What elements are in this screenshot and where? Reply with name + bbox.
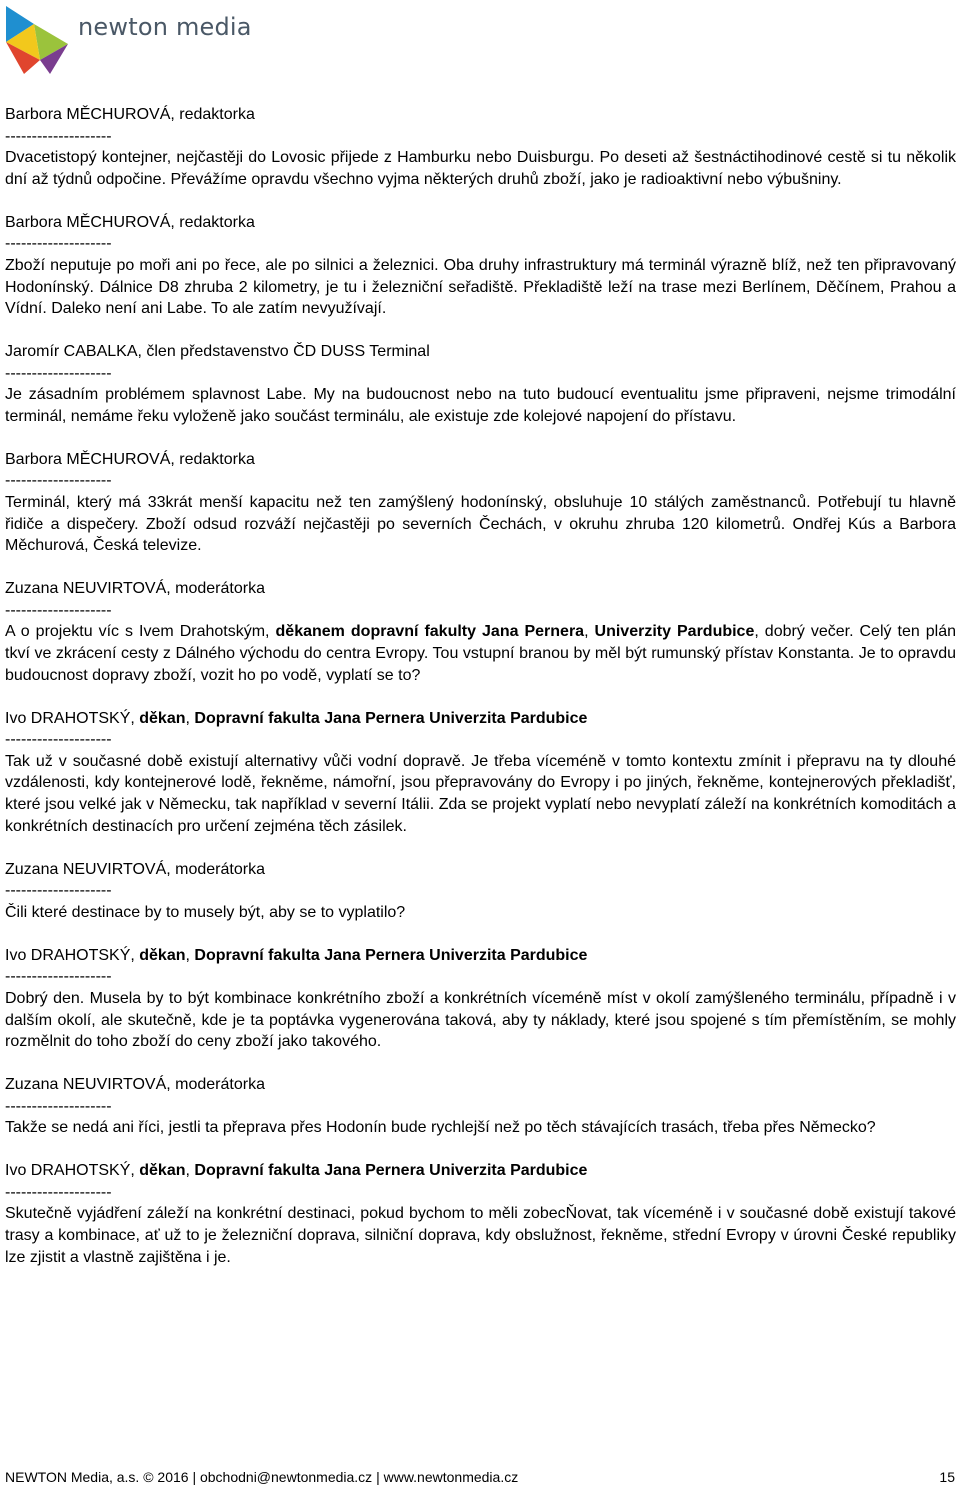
speaker-name [5,859,956,881]
speaker-segment: Dopravní fakulta Jana Pernera Univerzita Pardubice [194,1162,588,1180]
speaker-segment: Dopravní fakulta Jana Pernera Univerzita Pardubice [194,946,588,964]
text-segment: dopravní fakulty Jana Pernera [350,623,585,641]
speaker-segment: děkan [139,709,186,727]
speaker-segment: Ivo DRAHOTSKÝ, [5,1162,140,1180]
page-footer [5,1468,955,1486]
speaker-segment: Zuzana NEUVIRTOVÁ, moderátorka [5,1076,265,1094]
speaker-name [5,449,956,471]
speaker-segment: Barbora MĚCHUROVÁ, redaktorka [5,450,255,468]
separator-line: -------------------- [5,882,112,900]
separator-line: -------------------- [5,601,112,619]
separator-line: -------------------- [5,127,112,145]
text-segment: Dobrý den. Musela by to být kombinace konkrétního zboží a konkrétních víceméně míst v okolí zamýšleného terminálu, případně i v dalším okolí, ale skutečně, kde je ta poptávka vygenerována taková, aby ty náklady, které jsou spojené s tím přemístěním, se mohly rozmělnit do toho zboží do ceny zboží jako takového. [5,989,956,1051]
paragraph [5,1117,956,1139]
transcript-block [5,1160,956,1268]
transcript [5,104,956,1290]
footer-contact: NEWTON Media, a.s. © 2016 | obchodni@newtonmedia.cz | www.newtonmedia.cz [5,1469,519,1485]
transcript-block [5,578,956,686]
text-segment: Terminál, který má 33krát menší kapacitu než ten zamýšlený hodonínský, obsluhuje 10 stálých zaměstnanců. Potřebují tu hlavně řidiče a dispečery. Zboží odsud rozváží nejčastěji po severních Čechách, v okruhu zhruba 120 kilometrů. Ondřej Kús a Barbora Měchurová, Česká televize. [5,494,956,555]
paragraph [5,147,956,190]
separator-line: -------------------- [5,1097,112,1115]
speaker-name [5,104,956,126]
speaker-name [5,212,956,234]
paragraph [5,902,956,924]
logo-text: newton media [78,13,252,41]
speaker-segment: Barbora MĚCHUROVÁ, redaktorka [5,106,255,123]
separator-line: -------------------- [5,731,112,749]
separator-line: -------------------- [5,472,112,490]
speaker-segment: Ivo DRAHOTSKÝ, [5,709,140,727]
paragraph [5,1203,956,1268]
transcript-block [5,859,956,924]
text-segment: Dvacetistopý kontejner, nejčastěji do Lovosic přijede z Hamburku nebo Duisburgu. Po deseti až šestnáctihodinové cestě si tu několik dní až týdnů odpočine. Převážíme opravdu všechno vyjma některých druhů zboží, jako je radioaktivní nebo výbušniny. [5,149,956,188]
text-segment: Čili které destinace by to musely být, aby se to vyplatilo? [5,903,406,921]
transcript-block [5,104,956,190]
speaker-name [5,708,956,730]
paragraph [5,988,956,1053]
separator-line: -------------------- [5,235,112,253]
speaker-name [5,1160,956,1182]
transcript-block [5,945,956,1053]
speaker-segment: Zuzana NEUVIRTOVÁ, moderátorka [5,580,265,598]
speaker-segment: , [185,709,195,727]
paragraph [5,751,956,837]
speaker-segment: Ivo DRAHOTSKÝ, [5,946,140,964]
speaker-name [5,578,956,600]
text-segment: , [584,623,595,641]
newton-media-logo [4,4,252,76]
speaker-name [5,341,956,363]
separator-line: -------------------- [5,1183,112,1201]
text-segment: Univerzity Pardubice [594,623,755,641]
speaker-segment: , [185,1162,195,1180]
text-segment: , dobrý večer. Celý ten plán tkví ve zkrácení cesty z Dálného východu do centra Evropy. Tou vstupní branou by měl být rumunský přístav Konstanta. Je to opravdu budoucnost dopravy zboží, vozit ho po vodě, vyplatí se to? [5,623,957,684]
speaker-segment: Zuzana NEUVIRTOVÁ, moderátorka [5,860,265,878]
speaker-name [5,945,956,967]
transcript-block [5,1074,956,1139]
speaker-segment: , [185,946,195,964]
speaker-name [5,1074,956,1096]
paragraph [5,492,956,557]
speaker-segment: děkan [139,946,186,964]
text-segment: A o projektu víc s Ivem Drahotským, [5,623,276,641]
paragraph [5,384,956,427]
speaker-segment: Dopravní fakulta Jana Pernera Univerzita Pardubice [194,709,588,727]
paragraph [5,255,956,320]
text-segment: Tak už v současné době existují alternativy vůči vodní dopravě. Je třeba víceméně v tomto kontextu zmínit i přepravu na ty dlouhé vzdálenosti, kdy kontejnerové lodě, řekněme, námořní, jsou přepravovány do Evropy i po jiných, řekněme, kontejnerových překladišť, které jsou velké jak v Německu, tak například v severní Itálii. Zda se projekt vyplatí nebo nevyplatí záleží na konkrétních komoditách a konkrétních destinacích pro určení zejména těch zásilek. [5,752,956,835]
speaker-segment: Barbora MĚCHUROVÁ, redaktorka [5,213,255,231]
newton-logo-icon [4,4,70,76]
page-number: 15 [939,1469,955,1485]
speaker-segment: Jaromír CABALKA, člen představenstvo ČD DUSS Terminal [5,343,430,361]
text-segment: Skutečně vyjádření záleží na konkrétní destinaci, pokud bychom to měli zobecŇovat, tak víceméně i v současné době existují takové trasy a kombinace, ať už to je železniční doprava, silniční doprava, kdy obslužnost, řekněme, střední Evropy v úrovni České republiky lze zjistit a vlastně zajištěna i je. [5,1205,956,1266]
text-segment: Je zásadním problémem splavnost Labe. My na budoucnost nebo na tuto budoucí eventualitu jsme připraveni, nejsme trimodální terminál, nemáme řeku vyloženě jako součást terminálu, ale existuje zde kolejové napojení do přístavu. [5,386,956,425]
transcript-block [5,449,956,557]
separator-line: -------------------- [5,364,112,382]
separator-line: -------------------- [5,968,112,986]
text-segment: Takže se nedá ani říci, jestli ta přeprava přes Hodonín bude rychlejší než po těch stávajících trasách, třeba přes Německo? [5,1119,876,1137]
text-segment: Zboží neputuje po moři ani po řece, ale po silnici a železnici. Oba druhy infrastruktury má terminál výrazně blíž, než ten připravovaný Hodonínský. Dálnice D8 zhruba 2 kilometry, je tu i železniční seřadiště. Překladiště leží na trase mezi Berlínem, Děčínem, Prahou a Vídní. Daleko není ani Labe. To ale zatím nevyužívají. [5,256,956,318]
transcript-block [5,212,956,320]
transcript-block [5,708,956,838]
speaker-segment: děkan [139,1162,186,1180]
paragraph [5,621,956,686]
text-segment: děkanem [275,623,345,641]
transcript-block [5,341,956,427]
